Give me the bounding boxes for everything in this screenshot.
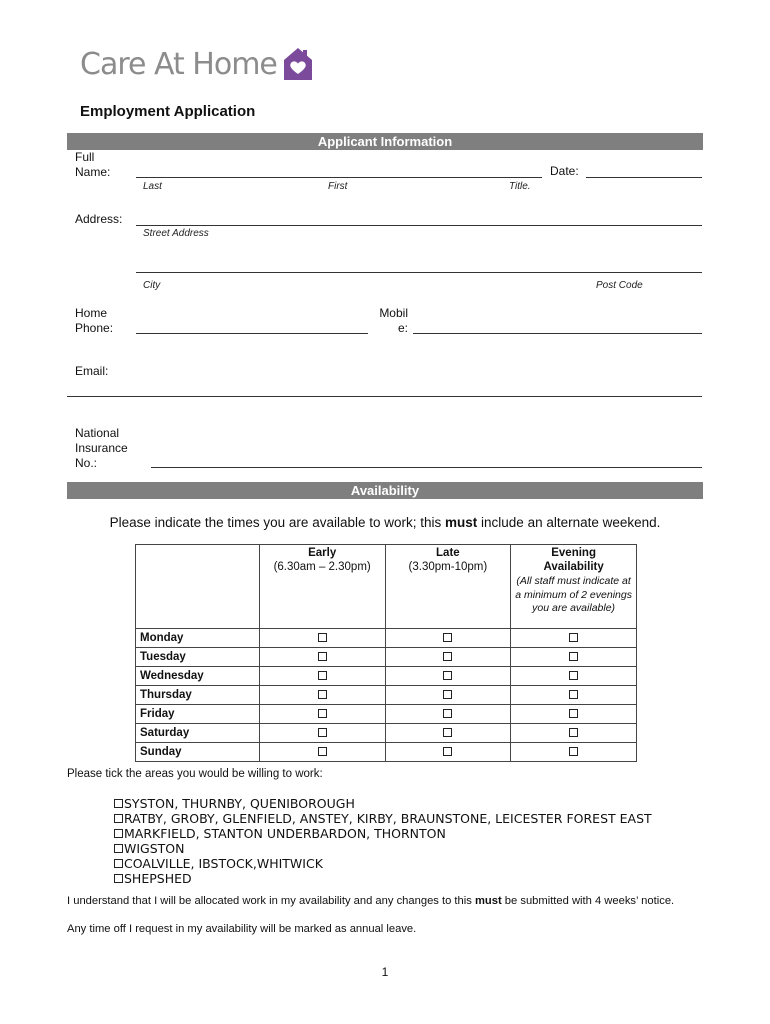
checkbox[interactable] <box>114 874 123 883</box>
availability-instructions: Please indicate the times you are available to work; this must include an alternate weekend. <box>109 515 661 530</box>
full-name-label: Full Name: <box>75 150 111 179</box>
areas-checklist <box>114 796 652 886</box>
early-column-header: Early (6.30am – 2.30pm) <box>259 545 385 629</box>
first-name-caption: First <box>328 181 348 192</box>
checkbox[interactable] <box>443 728 452 737</box>
checkbox[interactable] <box>114 844 123 853</box>
mobile-label: Mobil e: <box>379 306 408 335</box>
table-row <box>136 629 637 648</box>
table-row <box>136 667 637 686</box>
city-postcode-field[interactable] <box>136 272 702 273</box>
availability-header: Availability <box>67 482 703 499</box>
checkbox[interactable] <box>569 652 578 661</box>
checkbox[interactable] <box>569 671 578 680</box>
house-heart-icon <box>283 46 313 82</box>
checkbox[interactable] <box>569 633 578 642</box>
checkbox[interactable] <box>114 814 123 823</box>
area-option[interactable]: MARKFIELD, STANTON UNDERBARDON, THORNTON <box>114 826 652 841</box>
checkbox[interactable] <box>114 859 123 868</box>
checkbox[interactable] <box>443 633 452 642</box>
checkbox[interactable] <box>443 671 452 680</box>
checkbox[interactable] <box>318 728 327 737</box>
date-field[interactable] <box>586 177 702 178</box>
annual-leave-text: Any time off I request in my availability will be marked as annual leave. <box>67 923 417 935</box>
full-name-field[interactable] <box>136 177 542 178</box>
document-title: Employment Application <box>80 103 256 120</box>
areas-question: Please tick the areas you would be willing to work: <box>67 768 323 780</box>
email-label: Email: <box>75 364 109 378</box>
availability-header-row <box>136 545 637 629</box>
checkbox[interactable] <box>318 709 327 718</box>
street-address-field[interactable] <box>136 225 702 226</box>
checkbox[interactable] <box>114 829 123 838</box>
street-address-caption: Street Address <box>143 228 209 239</box>
address-label: Address: <box>75 212 123 226</box>
page-number: 1 <box>381 965 389 979</box>
checkbox[interactable] <box>114 799 123 808</box>
national-insurance-label: National Insurance No.: <box>75 426 128 470</box>
email-field[interactable] <box>67 396 702 397</box>
area-option[interactable]: RATBY, GROBY, GLENFIELD, ANSTEY, KIRBY, BRAUNSTONE, LEICESTER FOREST EAST <box>114 811 652 826</box>
city-caption: City <box>143 280 161 291</box>
checkbox[interactable] <box>569 709 578 718</box>
day-label: Tuesday <box>136 648 260 667</box>
checkbox[interactable] <box>318 652 327 661</box>
checkbox[interactable] <box>443 747 452 756</box>
table-row <box>136 705 637 724</box>
checkbox[interactable] <box>443 709 452 718</box>
date-label: Date: <box>550 164 579 178</box>
area-option[interactable]: COALVILLE, IBSTOCK,WHITWICK <box>114 856 652 871</box>
mobile-field[interactable] <box>413 333 702 334</box>
checkbox[interactable] <box>443 690 452 699</box>
day-label: Friday <box>136 705 260 724</box>
table-row <box>136 724 637 743</box>
logo-text: Care At Home <box>80 46 277 82</box>
table-row <box>136 686 637 705</box>
company-logo <box>80 42 313 86</box>
checkbox[interactable] <box>569 728 578 737</box>
day-label: Sunday <box>136 743 260 762</box>
availability-agreement-text: I understand that I will be allocated work in my availability and any changes to this must be submitted with 4 weeks’ notice. <box>67 895 675 907</box>
title-caption: Title. <box>509 181 531 192</box>
postcode-caption: Post Code <box>596 280 643 291</box>
checkbox[interactable] <box>318 747 327 756</box>
area-option[interactable]: SYSTON, THURNBY, QUENIBOROUGH <box>114 796 652 811</box>
area-option[interactable]: SHEPSHED <box>114 871 652 886</box>
table-row <box>136 648 637 667</box>
checkbox[interactable] <box>318 633 327 642</box>
area-option[interactable]: WIGSTON <box>114 841 652 856</box>
day-label: Monday <box>136 629 260 648</box>
day-label: Thursday <box>136 686 260 705</box>
home-phone-field[interactable] <box>136 333 368 334</box>
late-column-header: Late (3.30pm-10pm) <box>385 545 511 629</box>
checkbox[interactable] <box>569 690 578 699</box>
last-name-caption: Last <box>143 181 162 192</box>
applicant-info-header: Applicant Information <box>67 133 703 150</box>
day-label: Wednesday <box>136 667 260 686</box>
checkbox[interactable] <box>569 747 578 756</box>
national-insurance-field[interactable] <box>151 467 702 468</box>
evening-column-header: Evening Availability (All staff must indicate at a minimum of 2 evenings you are available) <box>511 545 637 629</box>
home-phone-label: Home Phone: <box>75 306 114 335</box>
checkbox[interactable] <box>443 652 452 661</box>
checkbox[interactable] <box>318 690 327 699</box>
table-row <box>136 743 637 762</box>
day-label: Saturday <box>136 724 260 743</box>
checkbox[interactable] <box>318 671 327 680</box>
availability-table <box>135 544 637 762</box>
empty-header-cell <box>136 545 260 629</box>
